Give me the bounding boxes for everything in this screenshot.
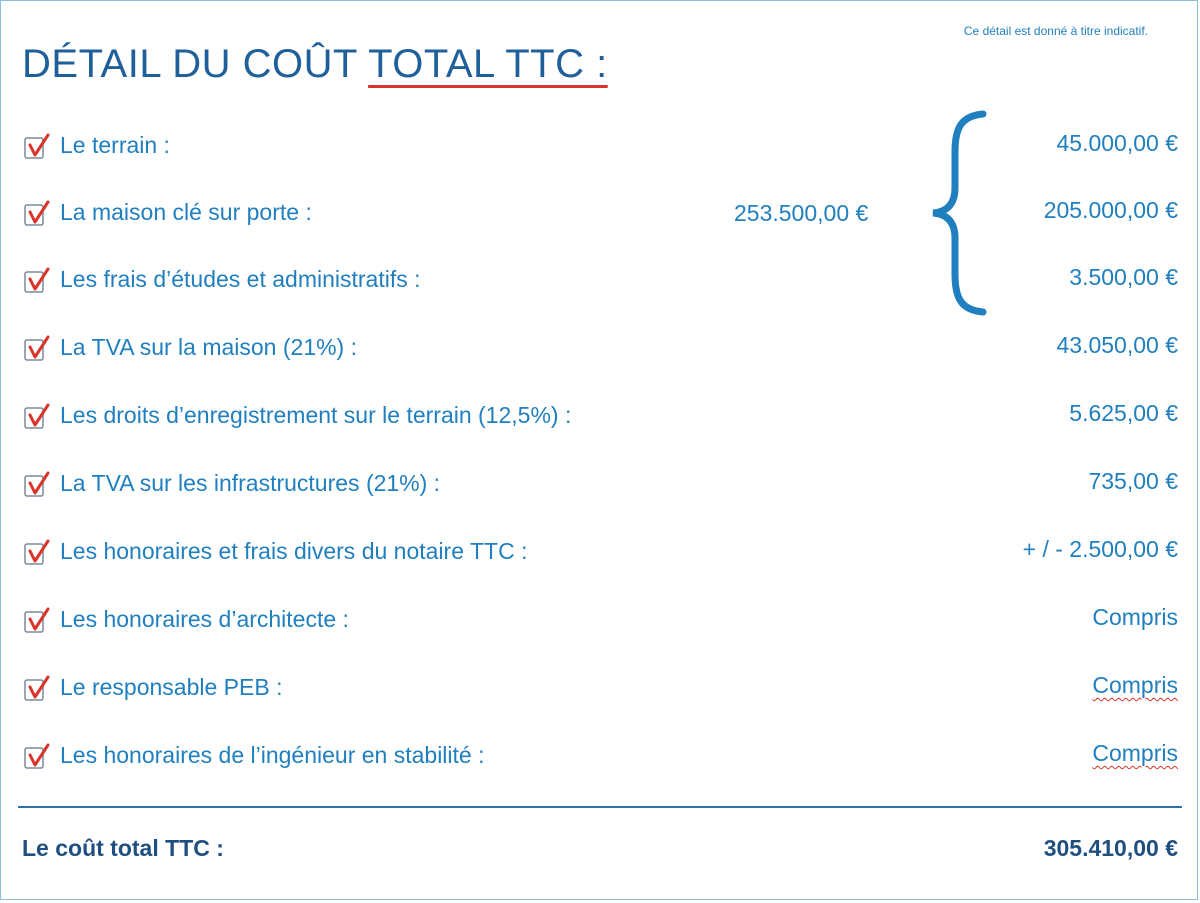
checkmark-icon xyxy=(22,470,52,500)
item-value: Compris xyxy=(1092,604,1178,630)
total-divider xyxy=(18,806,1182,808)
item-value: 205.000,00 € xyxy=(1043,197,1178,223)
disclaimer-note: Ce détail est donné à titre indicatif. xyxy=(963,24,1148,38)
list-item-tva-maison xyxy=(22,330,1182,370)
checkmark-icon xyxy=(22,606,52,636)
item-value: 3.500,00 € xyxy=(1069,264,1178,290)
total-label: Le coût total TTC : xyxy=(22,835,224,861)
checkmark-icon xyxy=(22,334,52,364)
checkmark-icon xyxy=(22,132,52,162)
checkmark-icon xyxy=(22,402,52,432)
title-underlined: TOTAL TTC : xyxy=(368,42,608,86)
item-label: Les honoraires d’architecte : xyxy=(60,606,349,632)
item-label: Les honoraires de l’ingénieur en stabilité : xyxy=(60,742,485,768)
item-value: + / - 2.500,00 € xyxy=(1022,536,1178,562)
item-label: Le terrain : xyxy=(60,132,170,158)
item-label: Les honoraires et frais divers du notaire TTC : xyxy=(60,538,528,564)
item-value: 735,00 € xyxy=(1088,468,1178,494)
item-label: La maison clé sur porte : xyxy=(60,199,312,225)
list-item-ingenieur xyxy=(22,738,1182,778)
item-value: Compris xyxy=(1092,672,1178,698)
total-value: 305.410,00 € xyxy=(1043,835,1178,861)
item-value: 5.625,00 € xyxy=(1069,400,1178,426)
title-prefix: DÉTAIL DU COÛT xyxy=(22,42,369,86)
subtotal-value: 253.500,00 € xyxy=(734,200,869,226)
list-item-tva-infrastructures xyxy=(22,466,1182,506)
item-label: Les frais d’études et administratifs : xyxy=(60,266,421,292)
item-label: La TVA sur les infrastructures (21%) : xyxy=(60,470,441,496)
checkmark-icon xyxy=(22,674,52,704)
checkmark-icon xyxy=(22,538,52,568)
list-item-maison xyxy=(22,195,1182,235)
item-label: Le responsable PEB : xyxy=(60,674,283,700)
item-value: Compris xyxy=(1092,740,1178,766)
list-item-terrain xyxy=(22,128,1182,168)
item-value: 43.050,00 € xyxy=(1056,332,1178,358)
checkmark-icon xyxy=(22,199,52,229)
item-label: Les droits d’enregistrement sur le terrain (12,5%) : xyxy=(60,402,572,428)
curly-brace-icon xyxy=(925,108,995,318)
list-item-architecte xyxy=(22,602,1182,642)
list-item-frais-etudes xyxy=(22,262,1182,302)
checkmark-icon xyxy=(22,742,52,772)
item-label: La TVA sur la maison (21%) : xyxy=(60,334,358,360)
list-item-droits-enregistrement xyxy=(22,398,1182,438)
checkmark-icon xyxy=(22,266,52,296)
item-value: 45.000,00 € xyxy=(1056,130,1178,156)
list-item-notaire xyxy=(22,534,1182,574)
list-item-peb xyxy=(22,670,1182,710)
page-title xyxy=(22,42,608,87)
